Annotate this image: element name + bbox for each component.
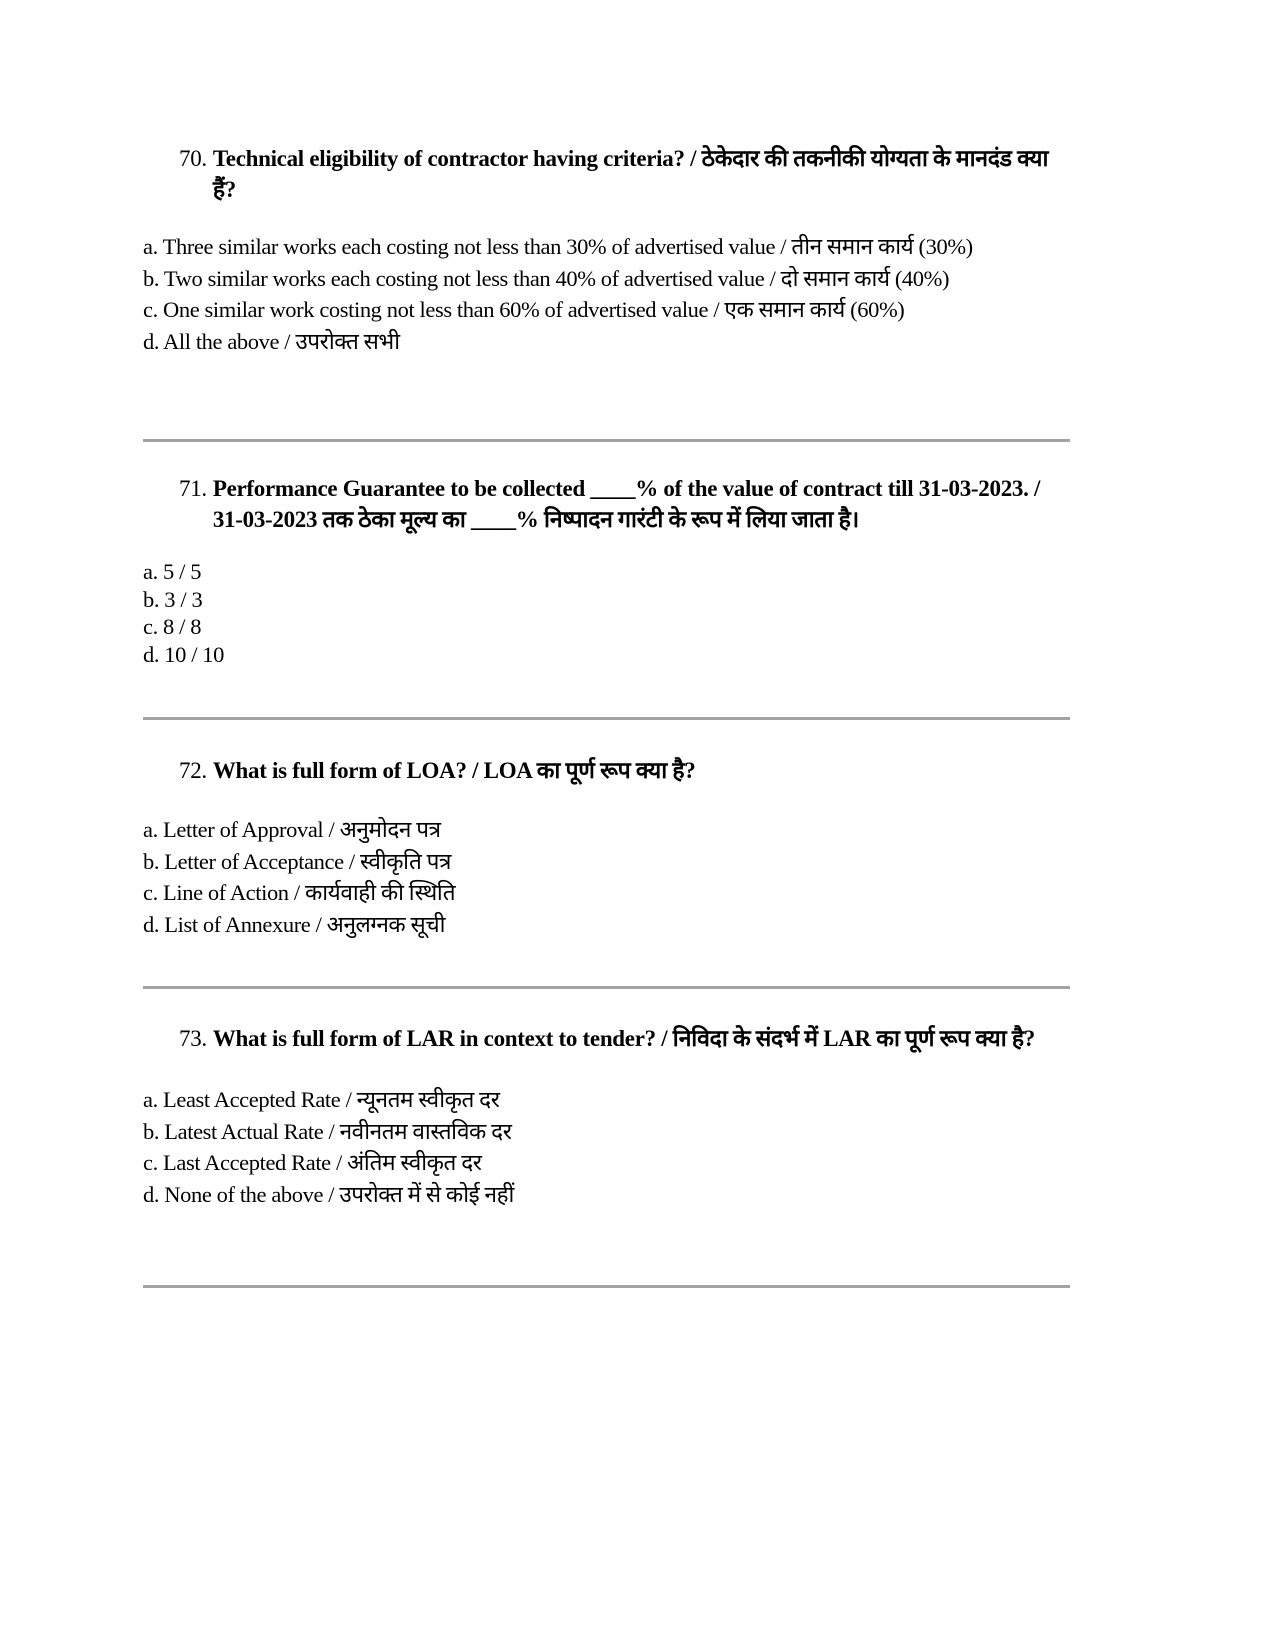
- question-73: [143, 1023, 1070, 1210]
- option-a: a. Three similar works each costing not less than 30% of advertised value / तीन समान कार्य (30%): [143, 234, 973, 259]
- option-c: c. Line of Action / कार्यवाही की स्थिति: [143, 880, 456, 905]
- question-text: Performance Guarantee to be collected ____% of the value of contract till 31-03-2023. / 31-03-2023 तक ठेका मूल्य का ____% निष्पादन गारंटी के रूप में लिया जाता है।: [212, 476, 1041, 532]
- option-c: c. One similar work costing not less than 60% of advertised value / एक समान कार्य (60%): [143, 297, 905, 322]
- option-d: d. 10 / 10: [143, 641, 225, 667]
- option-list: [143, 1084, 1070, 1210]
- option-b: b. Two similar works each costing not less than 40% of advertised value / दो समान कार्य (40%): [143, 265, 950, 291]
- option-list: [143, 558, 1070, 668]
- option-a: a. 5 / 5: [143, 559, 202, 584]
- option-list: [143, 231, 1070, 357]
- question-text: Technical eligibility of contractor having criteria? / ठेकेदार की तकनीकी योग्यता के मानदंड क्या हैं?: [212, 146, 1049, 202]
- section-divider: [143, 439, 1070, 442]
- question-72: [143, 755, 1070, 940]
- question-number: 70.: [179, 146, 207, 171]
- section-divider: [143, 986, 1070, 989]
- option-list: [143, 814, 1070, 940]
- option-a: a. Least Accepted Rate / न्यूनतम स्वीकृत दर: [143, 1087, 500, 1112]
- question-text: What is full form of LOA? / LOA का पूर्ण रूप क्या है?: [212, 758, 696, 783]
- option-d: d. None of the above / उपरोक्त में से कोई नहीं: [143, 1181, 514, 1207]
- question-number: 73.: [179, 1026, 207, 1051]
- question-70: [143, 143, 1070, 357]
- question-title: [179, 473, 1070, 535]
- question-number: 72.: [179, 758, 207, 783]
- option-b: b. Letter of Acceptance / स्वीकृति पत्र: [143, 848, 452, 874]
- question-71: [143, 473, 1070, 668]
- option-d: d. All the above / उपरोक्त सभी: [143, 328, 400, 354]
- question-title: [179, 143, 1070, 205]
- question-title: [179, 1023, 1070, 1054]
- question-text: What is full form of LAR in context to tender? / निविदा के संदर्भ में LAR का पूर्ण रूप क्या है?: [212, 1026, 1035, 1051]
- section-divider: [143, 717, 1070, 720]
- question-title: [179, 755, 1070, 786]
- section-divider: [143, 1285, 1070, 1288]
- option-c: c. Last Accepted Rate / अंतिम स्वीकृत दर: [143, 1150, 482, 1175]
- option-c: c. 8 / 8: [143, 614, 202, 639]
- option-b: b. Latest Actual Rate / नवीनतम वास्तविक दर: [143, 1118, 512, 1144]
- option-a: a. Letter of Approval / अनुमोदन पत्र: [143, 817, 441, 842]
- option-d: d. List of Annexure / अनुलग्नक सूची: [143, 911, 446, 937]
- option-b: b. 3 / 3: [143, 586, 203, 612]
- question-number: 71.: [179, 476, 207, 501]
